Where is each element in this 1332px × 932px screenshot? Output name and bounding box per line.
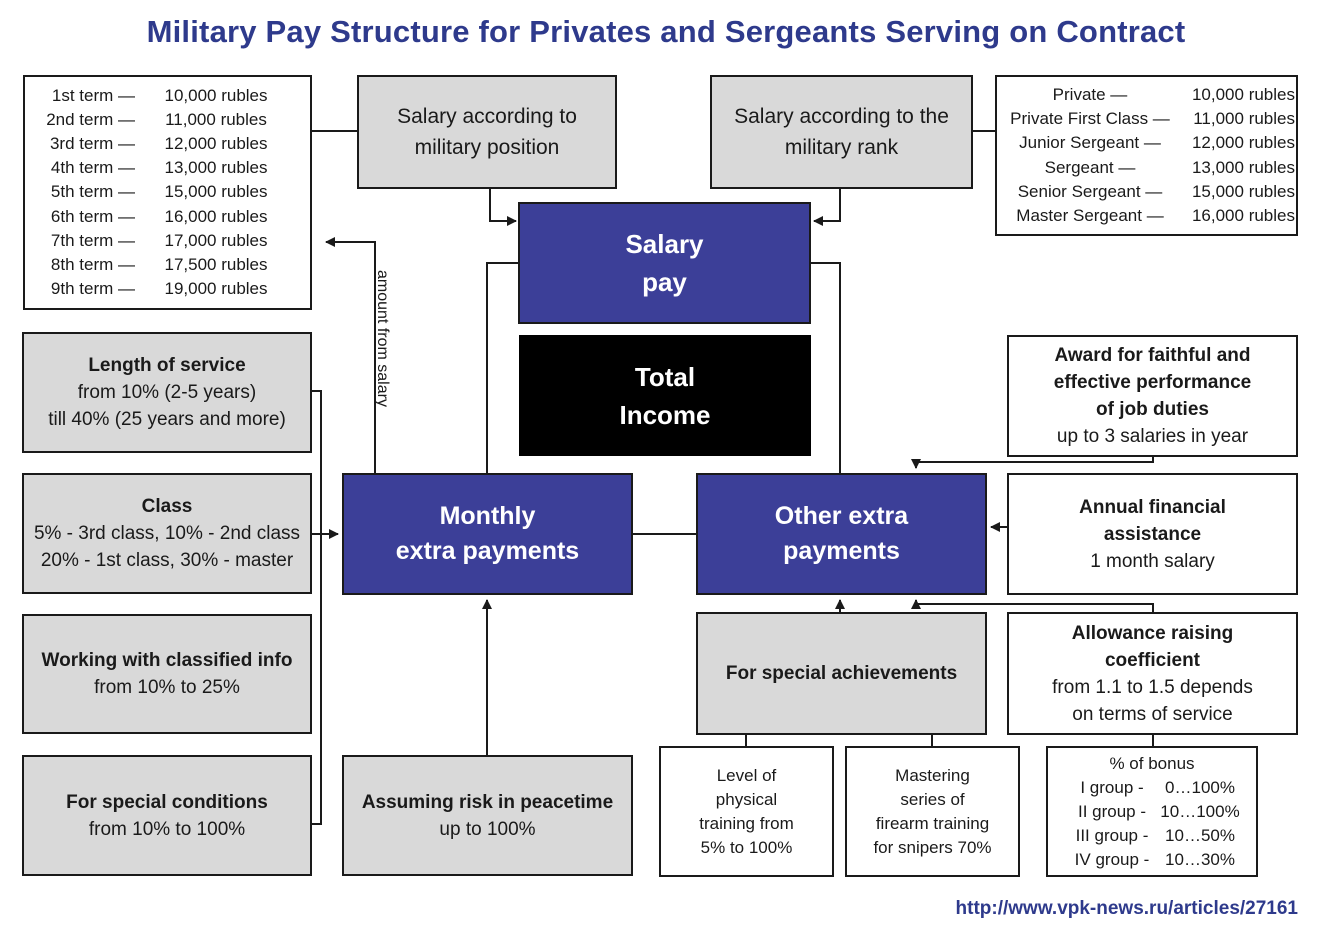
annual-line1: Annual financial (1079, 496, 1226, 518)
physical-line2: physical (715, 789, 778, 809)
rank-label: Sergeant — (1044, 157, 1136, 177)
list-item (1005, 180, 1295, 204)
terms-list (23, 75, 312, 310)
firearm-line2: series of (900, 789, 965, 809)
list-item (1064, 776, 1240, 800)
award-box (1007, 335, 1298, 457)
classified-info-box (22, 614, 312, 734)
bonus-group-label: I group - (1080, 777, 1144, 797)
bonus-group-label: IV group - (1074, 849, 1150, 869)
list-item (1005, 156, 1295, 180)
rank-label: Master Sergeant — (1016, 205, 1164, 225)
term-amount: 19,000 rubles (164, 279, 268, 299)
salary-position-box (357, 75, 617, 189)
list-item (43, 156, 281, 180)
term-label: 7th term — (50, 230, 135, 250)
list-item (1064, 848, 1240, 872)
term-amount: 10,000 rubles (164, 85, 268, 105)
rank-amount: 15,000 rubles (1191, 181, 1295, 201)
salary-pay-line2: pay (642, 267, 687, 297)
list-item (43, 180, 281, 204)
firearm-line3: firearm training (875, 813, 990, 833)
term-amount: 12,000 rubles (164, 133, 268, 153)
rank-amount: 16,000 rubles (1191, 205, 1295, 225)
total-income-line1: Total (634, 361, 696, 392)
class-line1: 5% - 3rd class, 10% - 2nd class (33, 523, 301, 544)
award-line3: of job duties (1096, 399, 1209, 420)
risk-heading: Assuming risk in peacetime (361, 791, 614, 813)
bonus-groups-box (1046, 746, 1258, 877)
annual-assistance-box (1007, 473, 1298, 595)
list-item (43, 132, 281, 156)
allowance-line3: from 1.1 to 1.5 depends (1052, 676, 1253, 698)
salary-rank-box (710, 75, 973, 189)
term-amount: 15,000 rubles (164, 182, 268, 202)
term-label: 4th term — (50, 158, 135, 178)
rank-label: Junior Sergeant — (1019, 133, 1161, 153)
physical-line4: 5% to 100% (700, 837, 793, 857)
length-of-service-line2: till 40% (25 years and more) (48, 409, 286, 430)
award-line4: up to 3 salaries in year (1056, 426, 1249, 447)
list-item (43, 277, 281, 301)
term-label: 5th term — (50, 182, 135, 202)
monthly-extra-line1: Monthly (439, 502, 536, 530)
rank-label: Private First Class — (1010, 109, 1170, 129)
special-conditions-line1: from 10% to 100% (88, 818, 246, 840)
physical-line3: training from (699, 813, 794, 833)
list-item (1005, 131, 1295, 155)
list-item (43, 84, 281, 108)
bonus-group-range: 10…50% (1165, 825, 1235, 845)
rank-amount: 11,000 rubles (1193, 109, 1295, 129)
term-label: 1st term — (51, 85, 135, 105)
list-item (1005, 107, 1295, 131)
page-title: Military Pay Structure for Privates and Sergeants Serving on Contract (146, 14, 1186, 49)
list-item (1005, 83, 1295, 107)
firearm-training-box (845, 746, 1020, 877)
allowance-coefficient-box (1007, 612, 1298, 735)
award-line1: Award for faithful and (1054, 345, 1251, 366)
special-achievements-box (696, 612, 987, 735)
bonus-group-range: 10…100% (1160, 801, 1240, 821)
bonus-group-label: III group - (1075, 825, 1149, 845)
list-item (43, 108, 281, 132)
allowance-line4: on terms of service (1072, 703, 1233, 725)
ranks-list (995, 75, 1298, 236)
salary-pay-line1: Salary (625, 229, 704, 259)
bonus-group-label: II group - (1077, 801, 1147, 821)
assuming-risk-box (342, 755, 633, 876)
monthly-extra-line2: extra payments (395, 537, 580, 565)
annual-line2: assistance (1103, 523, 1202, 545)
rank-amount: 10,000 rubles (1191, 84, 1295, 104)
firearm-line1: Mastering (895, 765, 970, 785)
length-of-service-line1: from 10% (2-5 years) (77, 382, 257, 403)
term-label: 6th term — (50, 206, 135, 226)
term-label: 3rd term — (49, 133, 135, 153)
salary-pay-box (518, 202, 811, 324)
rank-amount: 13,000 rubles (1191, 157, 1295, 177)
firearm-line4: for snipers 70% (873, 837, 992, 857)
monthly-extra-payments-box (342, 473, 633, 595)
list-item (1005, 204, 1295, 228)
other-extra-line1: Other extra (774, 502, 909, 530)
list-item (1064, 800, 1240, 824)
rank-label: Senior Sergeant — (1017, 181, 1163, 201)
total-income-line2: Income (619, 399, 711, 430)
award-line2: effective performance (1053, 372, 1252, 393)
term-label: 2nd term — (46, 109, 135, 129)
list-item (1064, 824, 1240, 848)
classified-heading: Working with classified info (41, 650, 293, 671)
term-amount: 17,500 rubles (164, 255, 268, 274)
class-line2: 20% - 1st class, 30% - master (40, 550, 294, 571)
length-of-service-box (22, 332, 312, 453)
special-conditions-box (22, 755, 312, 876)
term-amount: 17,000 rubles (164, 230, 268, 250)
term-amount: 13,000 rubles (164, 158, 268, 178)
risk-line1: up to 100% (439, 818, 536, 840)
salary-rank-label: Salary according to the military rank (734, 105, 949, 159)
bonus-group-range: 0…100% (1165, 777, 1235, 797)
list-item (43, 229, 281, 253)
class-box (22, 473, 312, 594)
source-url: http://www.vpk-news.ru/articles/27161 (955, 898, 1298, 919)
term-label: 8th term — (50, 255, 135, 274)
term-amount: 16,000 rubles (164, 206, 268, 226)
allowance-line2: coefficient (1104, 649, 1201, 671)
term-amount: 11,000 rubles (165, 109, 267, 129)
amount-from-salary-label: amount from salary (374, 270, 391, 407)
length-of-service-heading: Length of service (88, 355, 246, 376)
other-extra-line2: payments (783, 537, 900, 565)
special-conditions-heading: For special conditions (66, 791, 268, 813)
rank-amount: 12,000 rubles (1191, 133, 1295, 153)
bonus-group-range: 10…30% (1165, 849, 1235, 869)
special-achievements-heading: For special achievements (725, 663, 958, 684)
classified-line1: from 10% to 25% (94, 677, 240, 698)
other-extra-payments-box (696, 473, 987, 595)
physical-training-box (659, 746, 834, 877)
rank-label: Private — (1052, 84, 1128, 104)
physical-line1: Level of (716, 765, 777, 785)
list-item (43, 205, 281, 229)
allowance-line1: Allowance raising (1071, 622, 1234, 644)
annual-line3: 1 month salary (1090, 550, 1215, 572)
term-label: 9th term — (50, 279, 135, 299)
list-item (43, 253, 281, 277)
salary-position-label: Salary according to military position (397, 105, 577, 159)
total-income-box (519, 335, 811, 456)
class-heading: Class (141, 496, 193, 517)
bonus-heading: % of bonus (1109, 753, 1195, 773)
